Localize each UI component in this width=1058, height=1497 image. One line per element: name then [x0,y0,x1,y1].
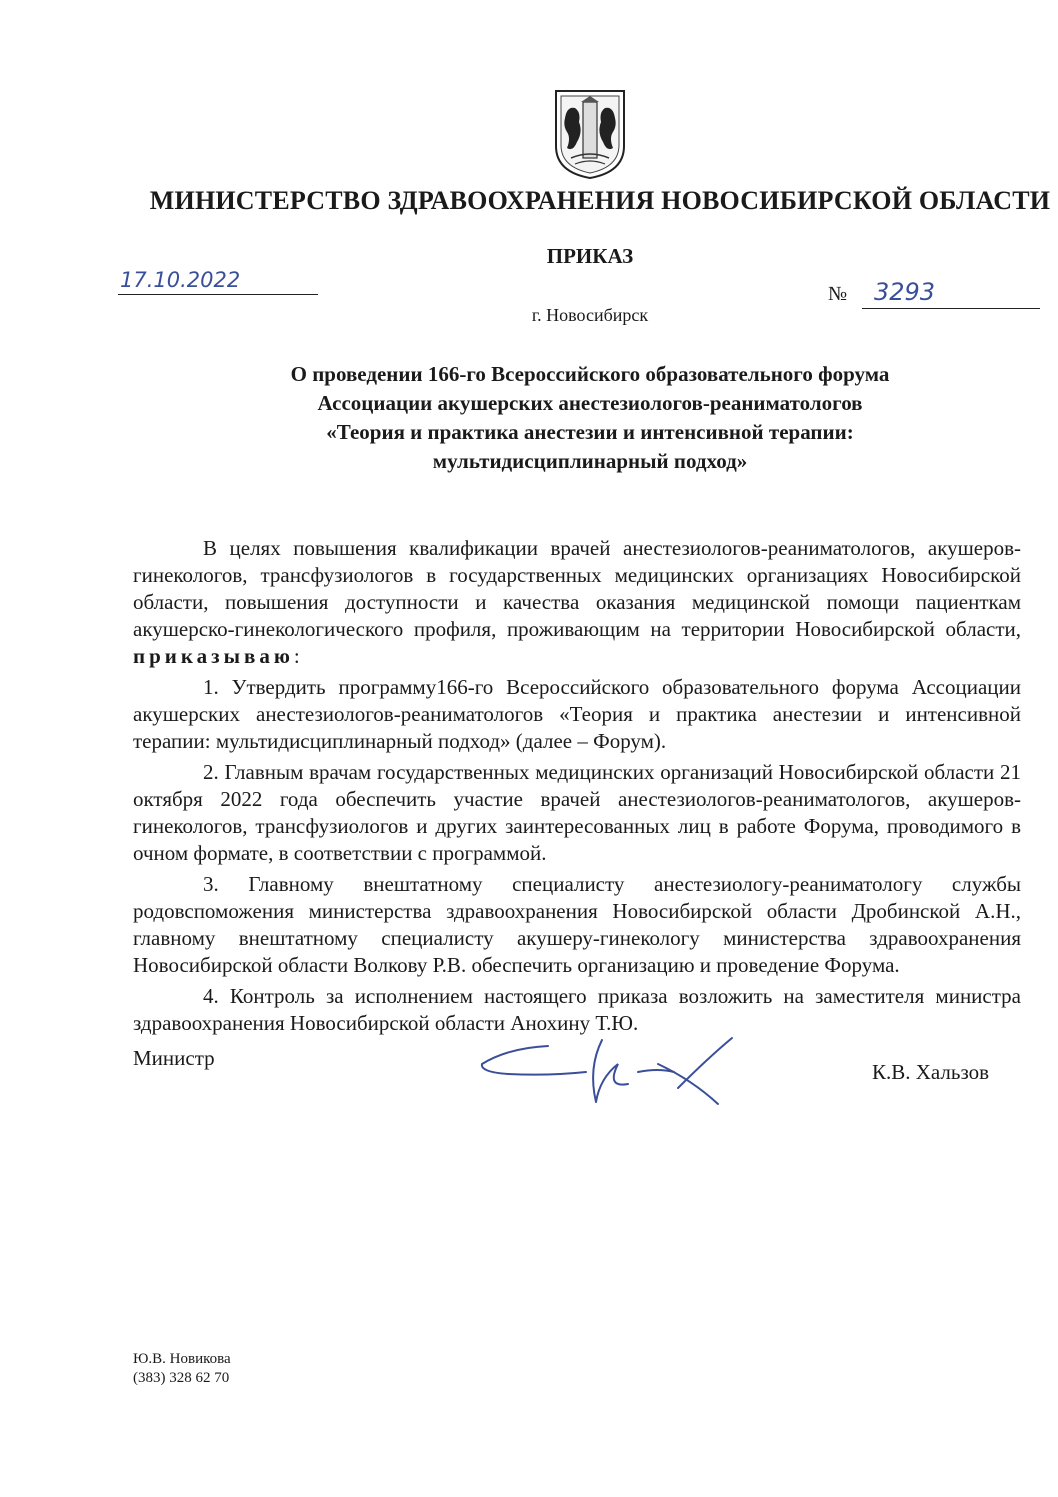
preamble-paragraph [133,535,1021,670]
order-body [133,535,1021,1041]
order-number-handwritten: 3293 [874,278,936,306]
order-number-label: № [828,283,848,305]
city-name: г. Новосибирск [531,305,649,325]
order-date-handwritten: 17.10.2022 [120,268,241,292]
subject-line-1: О проведении 166-го Всероссийского образовательного форума [290,362,890,386]
executor-phone: (383) 328 62 70 [133,1370,230,1386]
order-item-2: 2. Главным врачам государственных медицинских организаций Новосибирской области 21 октября 2022 года обеспечить участие врачей анестезиологов-реаниматологов, акушеров-гинекологов, трансфузиологов и других заинтересованных лиц в работе Форума, проводимого в очном формате, в соответствии с программой. [133,760,1021,865]
handwritten-signature [478,1028,738,1108]
subject-line-2: Ассоциации акушерских анестезиологов-реаниматологов [317,391,863,415]
subject-line-4: мультидисциплинарный подход» [432,449,748,473]
subject-line-3: «Теория и практика анестезии и интенсивной терапии: [326,420,854,444]
order-item-4: 4. Контроль за исполнением настоящего приказа возложить на заместителя министра здравоохранения Новосибирской области Анохину Т.Ю. [133,984,1021,1035]
ministry-name: МИНИСТЕРСТВО ЗДРАВООХРАНЕНИЯ НОВОСИБИРСКОЙ ОБЛАСТИ [149,186,1051,215]
order-item-3: 3. Главному внештатному специалисту анестезиологу-реаниматологу службы родовспоможения министерства здравоохранения Новосибирской области Дробинской А.Н., главному внештатному специалисту акушеру-гинекологу министерства здравоохранения Новосибирской области Волкову Р.В. обеспечить организацию и проведение Форума. [133,872,1021,977]
order-word: приказываю [133,644,294,668]
executor-name: Ю.В. Новикова [133,1351,231,1367]
order-date-field [118,264,318,295]
signatory-position: Министр [133,1046,215,1070]
executor-block [133,1350,231,1388]
preamble-text: В целях повышения квалификации врачей анестезиологов-реаниматологов, акушеров-гинекологов, трансфузиологов в государственных медицинских организациях Новосибирской области, повышения доступности и качества оказания медицинской помощи пациенткам акушерско-гинекологического профиля, проживающим на территории Новосибирской области, [133,536,1021,641]
order-subject [200,360,980,476]
order-item-1: 1. Утвердить программу166-го Всероссийского образовательного форума Ассоциации акушерских анестезиологов-реаниматологов «Теория и практика анестезии и интенсивной терапии: мультидисциплинарный подход» (далее – Форум). [133,675,1021,753]
coat-of-arms-icon [553,88,627,180]
order-colon: : [293,644,300,668]
signatory-name: К.В. Хальзов [872,1060,990,1084]
order-title: ПРИКАЗ [546,244,634,268]
